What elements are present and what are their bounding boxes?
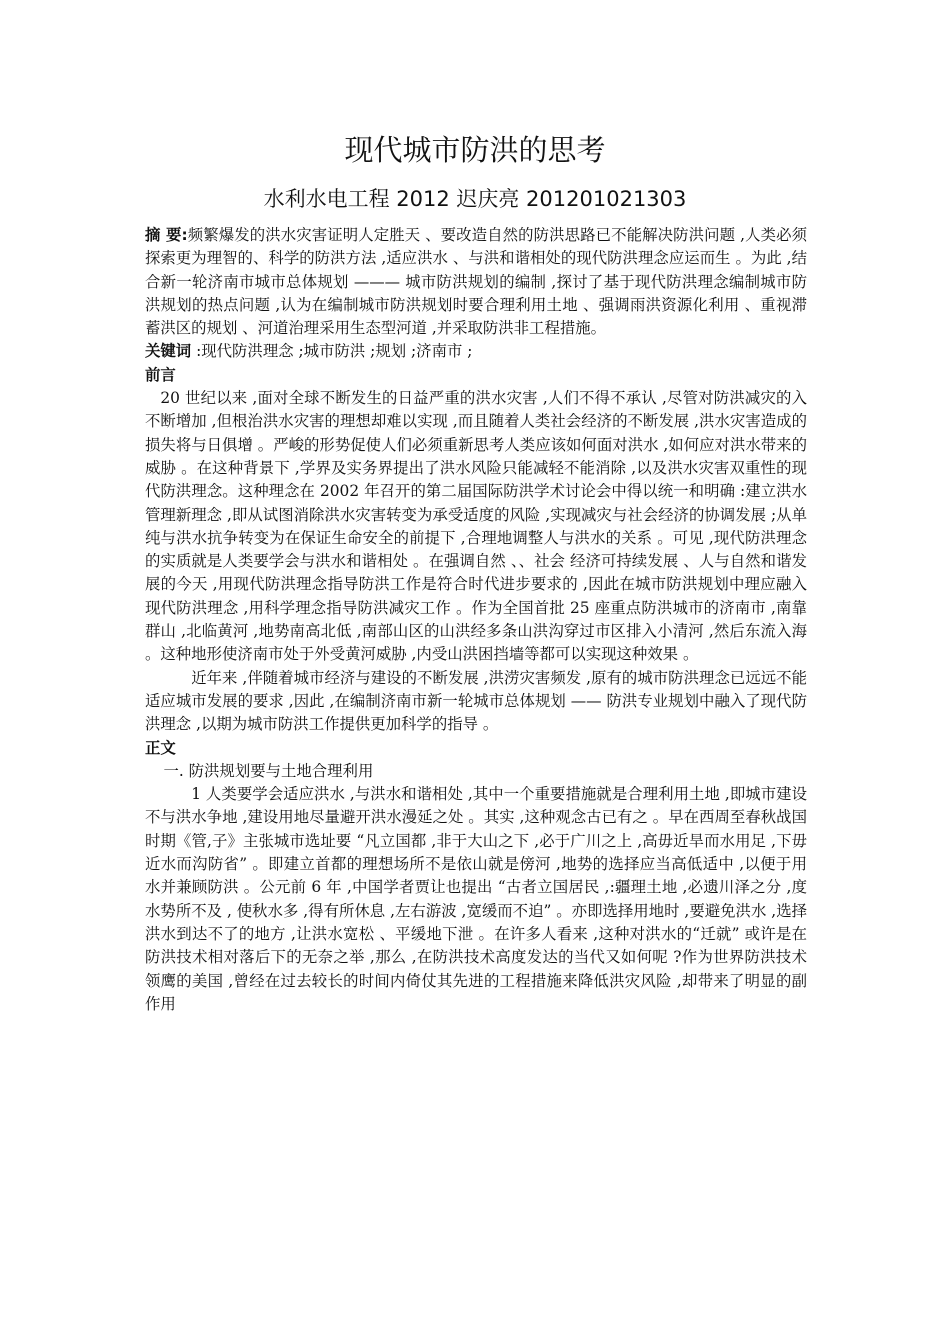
section-1-title: 一. 防洪规划要与土地合理利用 [163, 761, 374, 780]
main-heading: 正文 [145, 738, 176, 757]
abstract-text: 频繁爆发的洪水灾害证明人定胜天 、要改造自然的防洪思路已不能解决防洪问题 ,人类必须探索更为理智的、科学的防洪方法 ,适应洪水 、与洪和谐相处的现代防洪理念应运而生 。为此 ,结合新一轮济南市城市总体规划 ——— 城市防洪规划的编制 ,探讨了基于现代防洪理念编制城市防洪规划的热点问题 ,认为在编制城市防洪规划时要合理利用土地 、强调雨洪资源化利用 、重视滞蓄洪区的规划 、河道治理采用生态型河道 ,并采取防洪非工程措施。 [145, 226, 807, 338]
author-line: 水利水电工程 2012 迟庆亮 201201021303 [263, 187, 687, 211]
abstract-label: 摘 要: [145, 226, 188, 244]
document-title: 现代城市防洪的思考 [344, 133, 606, 167]
document-body [145, 224, 807, 1016]
keywords-label: 关键词 [145, 342, 192, 361]
keywords-paragraph [145, 340, 807, 363]
preface-paragraph-1: 20 世纪以来 ,面对全球不断发生的日益严重的洪水灾害 ,人们不得不承认 ,尽管对防洪减灾的入不断增加 ,但根治洪水灾害的理想却难以实现 ,而且随着人类社会经济的不断发展 ,洪水灾害造成的损失将与日俱增 。严峻的形势促使人们必须重新思考人类应该如何面对洪水 ,如何应对洪水带来的威胁 。在这种背景下 ,学界及实务界提出了洪水风险只能减轻不能消除 ,以及洪水灾害双重性的现代防洪理念。这种理念在 2002 年召开的第二届国际防洪学术讨论会中得以统一和明确 :建立洪水管理新理念 ,即从试图消除洪水灾害转变为承受适度的风险 ,实现减灾与社会经济的协调发展 ;从单纯与洪水抗争转变为在保证生命安全的前提下 ,合理地调整人与洪水的关系 。可见 ,现代防洪理念的实质就是人类要学会与洪水和谐相处 。在强调自然 、、社会 经济可持续发展 、人与自然和谐发展的今天 ,用现代防洪理念指导防洪工作是符合时代进步要求的 ,因此在城市防洪规划中理应融入现代防洪理念 ,用科学理念指导防洪减灾工作 。作为全国首批 25 座重点防洪城市的济南市 ,南靠群山 ,北临黄河 ,地势南高北低 ,南部山区的山洪经多条山洪沟穿过市区排入小清河 ,然后东流入海 。这种地形使济南市处于外受黄河威胁 ,内受山洪困挡墙等都可以实现这种效果 。 [145, 389, 807, 664]
preface-heading: 前言 [145, 365, 176, 384]
preface-paragraph-2: 近年来 ,伴随着城市经济与建设的不断发展 ,洪涝灾害频发 ,原有的城市防洪理念已远远不能适应城市发展的要求 ,因此 ,在编制济南市新一轮城市总体规划 —— 防洪专业规划中融入了现代防洪理念 ,以期为城市防洪工作提供更加科学的指导 。 [145, 668, 807, 734]
section-1-paragraph: 1 人类要学会适应洪水 ,与洪水和谐相处 ,其中一个重要措施就是合理利用土地 ,即城市建设不与洪水争地 ,建设用地尽量避开洪水漫延之处 。其实 ,这种观念古已有之 。早在西周至春秋战国时期《管,子》主张城市选址要 “凡立国都 ,非于大山之下 ,必于广川之上 ,高毋近旱而水用足 ,下毋近水而沟防省” 。即建立首都的理想场所不是依山就是傍河 ,地势的选择应当高低适中 ,以便于用水并兼顾防洪 。公元前 6 年 ,中国学者贾让也提出 “古者立国居民 ,:疆理土地 ,必遗川泽之分 ,度水势所不及 , 使秋水多 ,得有所休息 ,左右游波 ,宽缓而不迫” 。亦即选择用地时 ,要避免洪水 ,选择洪水到达不了的地方 ,让洪水宽松 、平缓地下泄 。在许多人看来 ,这种对洪水的“迁就” 或许是在防洪技术相对落后下的无奈之举 ,那么 ,在防洪技术高度发达的当代又如何呢 ?作为世界防洪技术领鹰的美国 ,曾经在过去较长的时间内倚仗其先进的工程措施来降低洪灾风险 ,却带来了明显的副作用 [145, 785, 807, 1013]
abstract-paragraph [145, 224, 807, 340]
keywords-text: :现代防洪理念 ;城市防洪 ;规划 ;济南市 ; [191, 342, 473, 361]
